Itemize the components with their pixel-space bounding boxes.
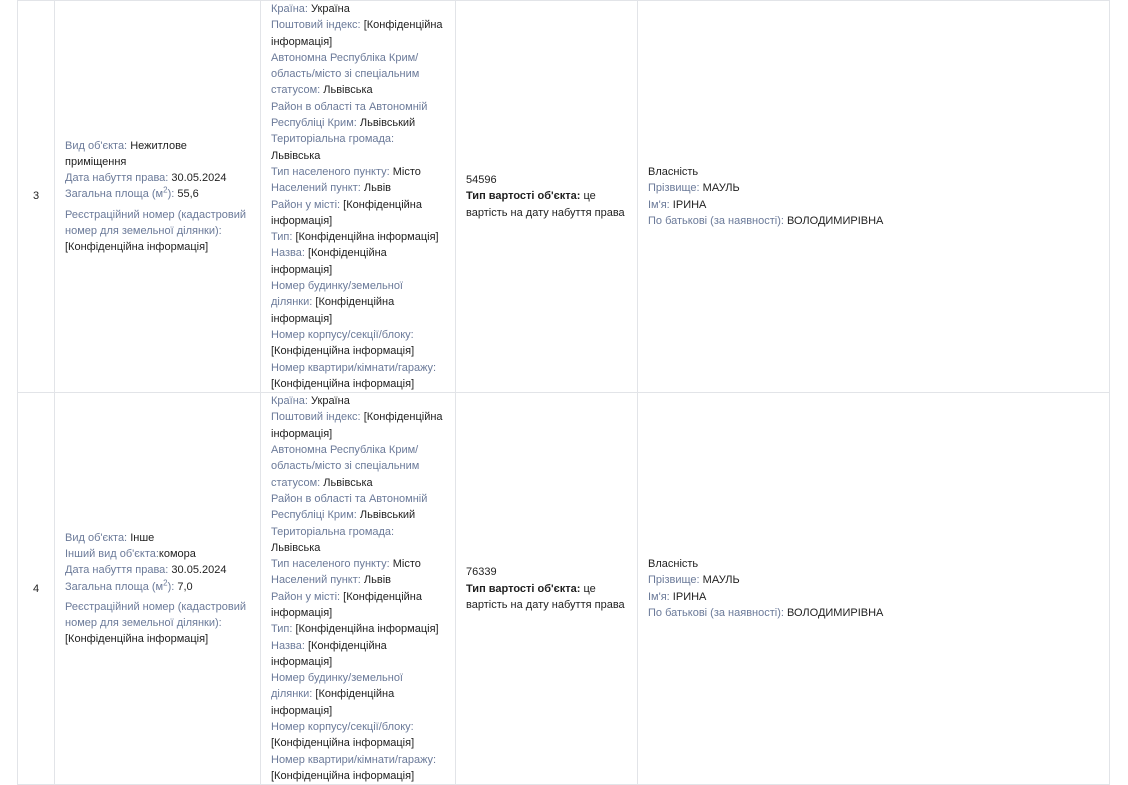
street-name-line: Назва: [Конфіденційна інформація]	[271, 639, 387, 668]
community-line: Територіальна громада: Львівська	[271, 133, 395, 162]
district-line: Район в області та Автономній Республіці Крим: Львівський	[271, 492, 428, 522]
region-line: Автономна Республіка Крим/область/місто зі спеціальним статусом: Львівська	[271, 51, 420, 97]
value-amount: 76339	[466, 566, 497, 579]
country-line: Країна: Україна	[271, 395, 350, 408]
acquired-label: Дата набуття права:	[65, 172, 169, 185]
area-label: Загальна площа $(м^2)$:	[65, 185, 175, 201]
building-line: Номер будинку/земельної ділянки: [Конфіденційна інформація]	[271, 672, 403, 717]
object-type-value: Нежитлове приміщення	[65, 139, 187, 168]
address-cell	[261, 1, 456, 393]
value-type-value: це вартість на дату набуття права	[466, 190, 625, 219]
apartment-line: Номер квартири/кімнати/гаражу: [Конфіденційна інформація]	[271, 361, 437, 390]
table-row	[18, 393, 1110, 785]
reg-number-line	[65, 207, 250, 256]
value-amount: 54596	[466, 174, 497, 187]
table-row	[18, 1, 1110, 393]
patronymic-line: По батькові (за наявності): ВОЛОДИМИРІВНА	[648, 606, 884, 619]
right-type: Власність	[648, 165, 699, 178]
owner-cell	[638, 1, 1110, 393]
row-number-cell	[18, 393, 55, 785]
settlement-type-line: Тип населеного пункту: Місто	[271, 165, 421, 178]
object-info-cell	[55, 1, 261, 393]
address-cell	[261, 393, 456, 785]
street-name-line: Назва: [Конфіденційна інформація]	[271, 247, 387, 276]
property-table	[17, 0, 1110, 785]
district-line: Район в області та Автономній Республіці Крим: Львівський	[271, 100, 428, 130]
area-value: 7,0	[177, 580, 193, 593]
acquired-label: Дата набуття права:	[65, 564, 169, 577]
apartment-line: Номер квартири/кімнати/гаражу: [Конфіденційна інформація]	[271, 753, 437, 782]
reg-number-value: [Конфіденційна інформація]	[65, 241, 209, 254]
postal-line: Поштовий індекс: [Конфіденційна інформація]	[271, 411, 443, 440]
acquired-line	[65, 562, 250, 578]
area-line	[65, 579, 250, 595]
object-type-label: Вид об'єкта:	[65, 531, 128, 544]
city-district-line: Район у місті: [Конфіденційна інформація]	[271, 590, 422, 619]
name-line: Ім'я: ІРИНА	[648, 198, 707, 211]
area-value: 55,6	[177, 188, 199, 201]
block-line: Номер корпусу/секції/блоку: [Конфіденційна інформація]	[271, 721, 415, 750]
row-number-cell	[18, 1, 55, 393]
value-cell	[456, 1, 638, 393]
owner-cell	[638, 393, 1110, 785]
postal-line: Поштовий індекс: [Конфіденційна інформація]	[271, 19, 443, 48]
acquired-line	[65, 170, 250, 186]
community-line: Територіальна громада: Львівська	[271, 525, 395, 554]
settlement-line: Населений пункт: Львів	[271, 574, 391, 587]
row-number: 3	[32, 190, 40, 203]
value-type-line	[466, 581, 627, 614]
name-line: Ім'я: ІРИНА	[648, 590, 707, 603]
value-type-label: Тип вартості об'єкта:	[466, 582, 581, 595]
other-type-label: Інший вид об'єкта:	[65, 547, 159, 560]
other-type-line	[65, 546, 250, 562]
reg-number-line	[65, 599, 250, 648]
surname-line: Прізвище: МАУЛЬ	[648, 182, 740, 195]
patronymic-line: По батькові (за наявності): ВОЛОДИМИРІВНА	[648, 214, 884, 227]
object-type-line	[65, 530, 250, 546]
object-type-value: Інше	[130, 531, 155, 544]
acquired-value: 30.05.2024	[171, 564, 227, 577]
region-line: Автономна Республіка Крим/область/місто зі спеціальним статусом: Львівська	[271, 444, 420, 489]
value-type-label: Тип вартості об'єкта:	[466, 190, 581, 203]
row-number: 4	[32, 582, 40, 595]
right-type: Власність	[648, 558, 699, 571]
settlement-type-line: Тип населеного пункту: Місто	[271, 558, 421, 571]
reg-number-value: [Конфіденційна інформація]	[65, 633, 209, 646]
value-type-value: це вартість на дату набуття права	[466, 582, 625, 611]
other-type-value: комора	[158, 547, 196, 560]
settlement-line: Населений пункт: Львів	[271, 182, 391, 195]
street-type-line: Тип: [Конфіденційна інформація]	[271, 231, 439, 244]
area-line	[65, 186, 250, 202]
area-label: Загальна площа $(м^2)$:	[65, 577, 175, 593]
city-district-line: Район у місті: [Конфіденційна інформація]	[271, 198, 422, 227]
object-info-cell	[55, 393, 261, 785]
value-type-line	[466, 188, 627, 221]
reg-number-label: Реєстраційний номер (кадастровий номер для земельної ділянки):	[65, 600, 246, 630]
building-line: Номер будинку/земельної ділянки: [Конфіденційна інформація]	[271, 280, 403, 325]
value-cell	[456, 393, 638, 785]
surname-line: Прізвище: МАУЛЬ	[648, 574, 740, 587]
reg-number-label: Реєстраційний номер (кадастровий номер для земельної ділянки):	[65, 208, 246, 237]
country-line: Країна: Україна	[271, 3, 350, 15]
acquired-value: 30.05.2024	[171, 172, 227, 185]
block-line: Номер корпусу/секції/блоку: [Конфіденційна інформація]	[271, 328, 415, 358]
object-type-label: Вид об'єкта:	[65, 139, 128, 152]
street-type-line: Тип: [Конфіденційна інформація]	[271, 623, 439, 636]
